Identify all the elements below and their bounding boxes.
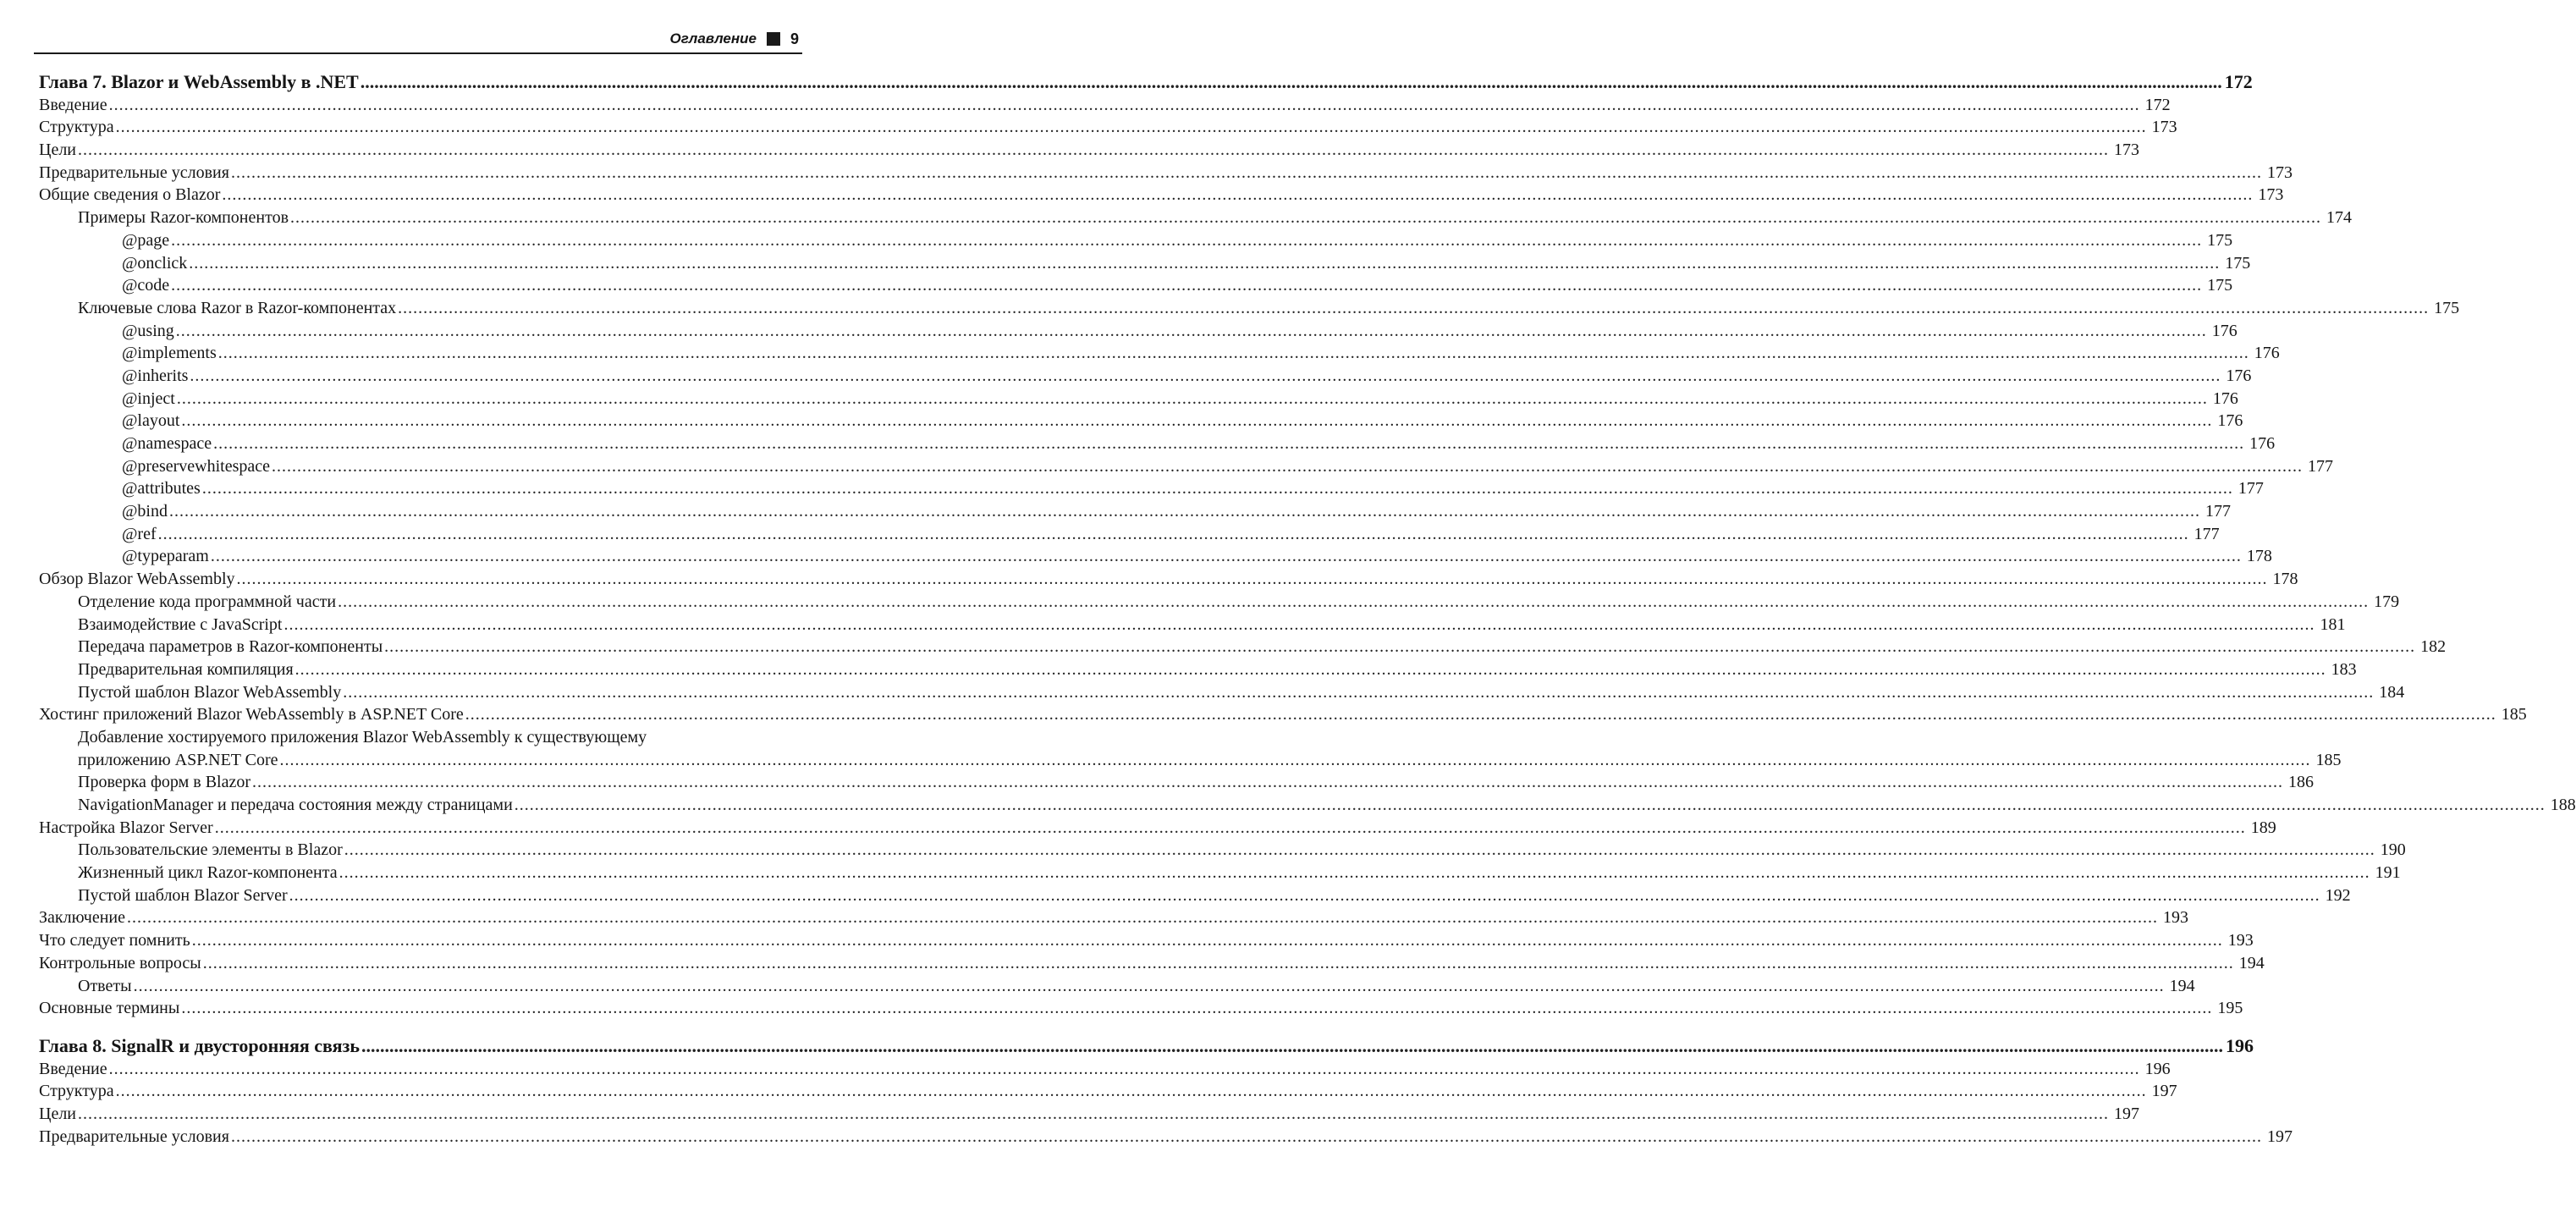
dot-leader: ................................................................................................................................................................................................................................................................................................................................................................................................................ <box>217 344 2249 363</box>
toc-entry[interactable] <box>39 771 2315 794</box>
dot-leader: ................................................................................................................................................................................................................................................................................................................................................................................................................ <box>360 71 2222 92</box>
toc-entry[interactable] <box>39 749 2342 772</box>
toc-entry-title: @inherits <box>122 366 189 385</box>
toc-entry[interactable] <box>39 388 2238 410</box>
dot-leader: ................................................................................................................................................................................................................................................................................................................................................................................................................ <box>398 298 2430 317</box>
toc-entry[interactable] <box>39 94 2171 117</box>
toc-entry-page: 196 <box>2144 1059 2171 1078</box>
toc-entry-title: Глава 8. SignalR и двусторонняя связь <box>39 1034 360 1056</box>
dot-leader: ................................................................................................................................................................................................................................................................................................................................................................................................................ <box>202 953 2234 972</box>
toc-entry[interactable] <box>39 726 806 749</box>
toc-entry[interactable] <box>39 297 2460 320</box>
toc-entry-title: @ref <box>122 524 157 543</box>
toc-entry-page: 182 <box>2420 637 2447 657</box>
toc-entry[interactable] <box>39 410 2243 432</box>
toc-entry[interactable] <box>39 116 2177 139</box>
toc-entry-page: 193 <box>2163 908 2188 928</box>
toc-entry-title: Предварительные условия <box>39 163 229 182</box>
toc-entry-title: Предварительная компиляция <box>78 659 294 679</box>
toc-entry-title: @namespace <box>122 434 212 453</box>
running-header-title: Оглавление <box>669 30 757 47</box>
toc-entry-page: 173 <box>2258 185 2284 205</box>
toc-entry-page: 172 <box>2144 95 2171 114</box>
dot-leader: ................................................................................................................................................................................................................................................................................................................................................................................................................ <box>290 208 2322 228</box>
dot-leader: ................................................................................................................................................................................................................................................................................................................................................................................................................ <box>115 118 2147 137</box>
toc-entry-page: 176 <box>2217 411 2243 431</box>
toc-entry[interactable] <box>39 252 2251 275</box>
toc-entry-title: Цели <box>39 140 77 160</box>
toc-entry-page: 173 <box>2266 163 2293 182</box>
toc-entry-page: 188 <box>2550 796 2576 814</box>
table-of-contents <box>39 71 2576 1148</box>
toc-entry[interactable] <box>39 1126 2293 1149</box>
toc-entry[interactable] <box>39 906 2188 929</box>
toc-entry-page: 175 <box>2225 253 2251 273</box>
toc-entry-page: 176 <box>2254 344 2280 363</box>
toc-entry-title: Добавление хостируемого приложения Blazor WebAssembly к существующему <box>78 727 647 746</box>
toc-entry[interactable] <box>39 681 2405 704</box>
toc-entry-title: Жизненный цикл Razor-компонента <box>78 863 338 883</box>
dot-leader: ................................................................................................................................................................................................................................................................................................................................................................................................................ <box>279 750 2311 769</box>
toc-entry[interactable] <box>39 1058 2171 1081</box>
dot-leader: ................................................................................................................................................................................................................................................................................................................................................................................................................ <box>252 773 2284 792</box>
toc-entry-title: @preservewhitespace <box>122 456 270 476</box>
dot-leader: ................................................................................................................................................................................................................................................................................................................................................................................................................ <box>181 999 2213 1018</box>
toc-entry-title: Пустой шаблон Blazor WebAssembly <box>78 682 342 702</box>
dot-leader: ................................................................................................................................................................................................................................................................................................................................................................................................................ <box>108 95 2140 114</box>
toc-entry-title: Общие сведения о Blazor <box>39 185 221 205</box>
toc-entry[interactable] <box>39 1103 2140 1126</box>
toc-entry-title: Передача параметров в Razor-компоненты <box>78 637 383 657</box>
toc-entry-page: 175 <box>2434 298 2460 317</box>
toc-entry-title: @page <box>122 230 170 250</box>
dot-leader: ................................................................................................................................................................................................................................................................................................................................................................................................................ <box>283 614 2315 634</box>
toc-entry-page: 194 <box>2169 976 2195 995</box>
toc-entry-page: 173 <box>2114 140 2140 160</box>
toc-entry[interactable] <box>39 952 2265 975</box>
toc-entry-title: Хостинг приложений Blazor WebAssembly в ASP.NET Core <box>39 705 464 724</box>
toc-entry-page: 177 <box>2193 524 2220 543</box>
running-header <box>34 25 802 54</box>
toc-entry-title: Основные термины <box>39 999 180 1018</box>
dot-leader: ................................................................................................................................................................................................................................................................................................................................................................................................................ <box>230 163 2262 182</box>
dot-leader: ................................................................................................................................................................................................................................................................................................................................................................................................................ <box>214 818 2246 837</box>
toc-entry-page: 176 <box>2211 321 2237 340</box>
toc-entry[interactable] <box>39 817 2276 840</box>
toc-entry[interactable] <box>39 477 2264 500</box>
toc-entry-page: 186 <box>2288 773 2315 792</box>
toc-entry-title: @inject <box>122 388 175 408</box>
toc-entry-page: 176 <box>2249 434 2276 453</box>
toc-entry-title: Пользовательские элементы в Blazor <box>78 840 343 860</box>
toc-entry-title: Структура <box>39 1082 114 1101</box>
toc-entry-page: 194 <box>2238 953 2265 972</box>
toc-entry-page: 179 <box>2374 592 2400 611</box>
toc-entry-page: 174 <box>2326 208 2353 228</box>
dot-leader: ................................................................................................................................................................................................................................................................................................................................................................................................................ <box>168 502 2200 521</box>
toc-entry[interactable] <box>39 342 2280 365</box>
page-number: 9 <box>790 30 799 47</box>
toc-entry[interactable] <box>39 365 2252 388</box>
toc-entry-title: Глава 7. Blazor и WebAssembly в .NET <box>39 71 359 92</box>
toc-entry-title: @attributes <box>122 479 201 499</box>
toc-entry[interactable] <box>39 884 2351 907</box>
toc-entry-page: 173 <box>2151 118 2177 137</box>
toc-entry[interactable] <box>39 614 2346 636</box>
toc-entry-page: 196 <box>2225 1034 2254 1056</box>
toc-entry[interactable] <box>39 320 2237 343</box>
toc-entry[interactable] <box>39 591 2400 614</box>
dot-leader: ................................................................................................................................................................................................................................................................................................................................................................................................................ <box>181 411 2213 431</box>
dot-leader: ................................................................................................................................................................................................................................................................................................................................................................................................................ <box>210 547 2242 566</box>
dot-leader: ................................................................................................................................................................................................................................................................................................................................................................................................................ <box>361 1034 2223 1056</box>
dot-leader: ................................................................................................................................................................................................................................................................................................................................................................................................................ <box>108 1059 2140 1078</box>
dot-leader: ................................................................................................................................................................................................................................................................................................................................................................................................................ <box>230 1127 2262 1146</box>
toc-entry-title: Примеры Razor-компонентов <box>78 208 289 228</box>
toc-entry[interactable] <box>39 929 2254 952</box>
toc-entry-title: Отделение кода программной части <box>78 592 337 611</box>
toc-entry-title: приложению ASP.NET Core <box>78 750 278 769</box>
toc-entry[interactable] <box>39 862 2401 884</box>
toc-entry[interactable] <box>39 162 2293 185</box>
toc-entry-title: Настройка Blazor Server <box>39 818 213 837</box>
dot-leader: ................................................................................................................................................................................................................................................................................................................................................................................................................ <box>191 931 2223 950</box>
toc-entry[interactable] <box>39 455 2333 478</box>
toc-entry-page: 192 <box>2325 885 2351 905</box>
toc-entry-title: Структура <box>39 118 114 137</box>
toc-entry-page: 197 <box>2114 1104 2140 1123</box>
toc-entry-title: Цели <box>39 1104 77 1123</box>
toc-entry-title: Введение <box>39 95 107 114</box>
dot-leader: ................................................................................................................................................................................................................................................................................................................................................................................................................ <box>339 863 2370 883</box>
toc-entry[interactable] <box>39 545 2272 568</box>
dot-leader: ................................................................................................................................................................................................................................................................................................................................................................................................................ <box>133 976 2165 995</box>
toc-entry-page: 193 <box>2227 931 2254 950</box>
toc-entry-title: Заключение <box>39 908 125 928</box>
toc-entry-title: Обзор Blazor WebAssembly <box>39 570 235 589</box>
toc-entry-title: @code <box>122 276 170 295</box>
dot-leader: ................................................................................................................................................................................................................................................................................................................................................................................................................ <box>514 796 2546 814</box>
toc-entry-page: 175 <box>2207 230 2233 250</box>
dot-leader: ................................................................................................................................................................................................................................................................................................................................................................................................................ <box>272 456 2303 476</box>
toc-entry[interactable] <box>39 432 2276 455</box>
dot-leader: ................................................................................................................................................................................................................................................................................................................................................................................................................ <box>171 230 2203 250</box>
toc-entry-title: @bind <box>122 502 168 521</box>
dot-leader: ................................................................................................................................................................................................................................................................................................................................................................................................................ <box>78 1104 2110 1123</box>
toc-entry-page: 177 <box>2204 502 2231 521</box>
toc-entry-title: NavigationManager и передача состояния между страницами <box>78 796 513 814</box>
dot-leader: ................................................................................................................................................................................................................................................................................................................................................................................................................ <box>213 434 2245 453</box>
toc-entry-title: Ответы <box>78 976 132 995</box>
dot-leader: ................................................................................................................................................................................................................................................................................................................................................................................................................ <box>175 321 2207 340</box>
toc-entry-title: Что следует помнить <box>39 931 190 950</box>
toc-entry[interactable] <box>39 839 2406 862</box>
toc-entry-page: 191 <box>2375 863 2401 883</box>
toc-entry-title: Контрольные вопросы <box>39 953 201 972</box>
dot-leader: ................................................................................................................................................................................................................................................................................................................................................................................................................ <box>236 570 2268 589</box>
toc-entry-page: 172 <box>2224 71 2253 92</box>
toc-entry-page: 195 <box>2217 999 2243 1018</box>
toc-entry-page: 176 <box>2226 366 2252 385</box>
dot-leader: ................................................................................................................................................................................................................................................................................................................................................................................................................ <box>176 388 2208 408</box>
dot-leader: ................................................................................................................................................................................................................................................................................................................................................................................................................ <box>157 524 2189 543</box>
toc-entry-page: 197 <box>2266 1127 2293 1146</box>
toc-entry[interactable] <box>39 1080 2177 1103</box>
toc-entry-title: @using <box>122 321 174 340</box>
dot-leader: ................................................................................................................................................................................................................................................................................................................................................................................................................ <box>294 659 2326 679</box>
toc-entry[interactable] <box>39 997 2243 1020</box>
toc-entry[interactable] <box>39 794 2576 817</box>
toc-entry-title: @onclick <box>122 253 188 273</box>
toc-entry-page: 175 <box>2207 276 2233 295</box>
toc-entry-title: Пустой шаблон Blazor Server <box>78 885 288 905</box>
toc-entry-page: 189 <box>2250 818 2276 837</box>
dot-leader: ................................................................................................................................................................................................................................................................................................................................................................................................................ <box>344 840 2375 860</box>
toc-entry[interactable] <box>39 636 2447 658</box>
toc-entry[interactable] <box>39 500 2231 523</box>
toc-entry-title: Ключевые слова Razor в Razor-компонентах <box>78 298 397 317</box>
dot-leader: ................................................................................................................................................................................................................................................................................................................................................................................................................ <box>78 140 2110 160</box>
toc-entry-page: 190 <box>2380 840 2406 860</box>
toc-chapter-entry[interactable] <box>39 71 2253 94</box>
toc-entry[interactable] <box>39 229 2233 252</box>
toc-chapter-entry[interactable] <box>39 1034 2254 1058</box>
toc-entry-title: Введение <box>39 1059 107 1078</box>
toc-entry-title: @typeparam <box>122 547 209 566</box>
toc-entry-page: 197 <box>2151 1082 2177 1101</box>
toc-entry[interactable] <box>39 139 2140 162</box>
toc-entry-page: 178 <box>2272 570 2298 589</box>
toc-entry-page: 176 <box>2212 388 2238 408</box>
toc-entry[interactable] <box>39 274 2233 297</box>
toc-entry-page: 178 <box>2246 547 2272 566</box>
dot-leader: ................................................................................................................................................................................................................................................................................................................................................................................................................ <box>338 592 2370 611</box>
toc-entry[interactable] <box>39 703 2527 726</box>
toc-entry-page: 185 <box>2501 705 2527 724</box>
toc-entry-title: @layout <box>122 411 180 431</box>
toc-entry-title: Проверка форм в Blazor <box>78 773 251 792</box>
toc-entry-title: Взаимодействие с JavaScript <box>78 614 283 634</box>
dot-leader: ................................................................................................................................................................................................................................................................................................................................................................................................................ <box>201 479 2233 499</box>
dot-leader: ................................................................................................................................................................................................................................................................................................................................................................................................................ <box>189 253 2221 273</box>
toc-entry-page: 185 <box>2315 750 2342 769</box>
toc-entry[interactable] <box>39 568 2298 591</box>
dot-leader: ................................................................................................................................................................................................................................................................................................................................................................................................................ <box>465 705 2496 724</box>
toc-entry[interactable] <box>39 207 2353 229</box>
toc-entry-title: Предварительные условия <box>39 1127 229 1146</box>
square-bullet-icon <box>767 32 780 46</box>
dot-leader: ................................................................................................................................................................................................................................................................................................................................................................................................................ <box>289 885 2320 905</box>
toc-entry[interactable] <box>39 523 2220 546</box>
dot-leader: ................................................................................................................................................................................................................................................................................................................................................................................................................ <box>343 682 2375 702</box>
toc-entry[interactable] <box>39 975 2195 998</box>
toc-entry-page: 177 <box>2308 456 2333 476</box>
toc-entry-page: 177 <box>2237 479 2264 499</box>
toc-entry-title: @implements <box>122 344 217 363</box>
dot-leader: ................................................................................................................................................................................................................................................................................................................................................................................................................ <box>222 185 2254 205</box>
dot-leader: ................................................................................................................................................................................................................................................................................................................................................................................................................ <box>115 1082 2147 1101</box>
dot-leader: ................................................................................................................................................................................................................................................................................................................................................................................................................ <box>190 366 2221 385</box>
toc-entry[interactable] <box>39 184 2284 207</box>
toc-entry[interactable] <box>39 658 2357 681</box>
dot-leader: ................................................................................................................................................................................................................................................................................................................................................................................................................ <box>127 908 2158 928</box>
toc-entry-page: 181 <box>2320 614 2346 634</box>
dot-leader: ................................................................................................................................................................................................................................................................................................................................................................................................................ <box>171 276 2203 295</box>
toc-entry-page: 184 <box>2379 682 2405 702</box>
toc-entry-page: 183 <box>2331 659 2357 679</box>
dot-leader: ................................................................................................................................................................................................................................................................................................................................................................................................................ <box>384 637 2416 657</box>
chapter-gap <box>39 1020 806 1035</box>
